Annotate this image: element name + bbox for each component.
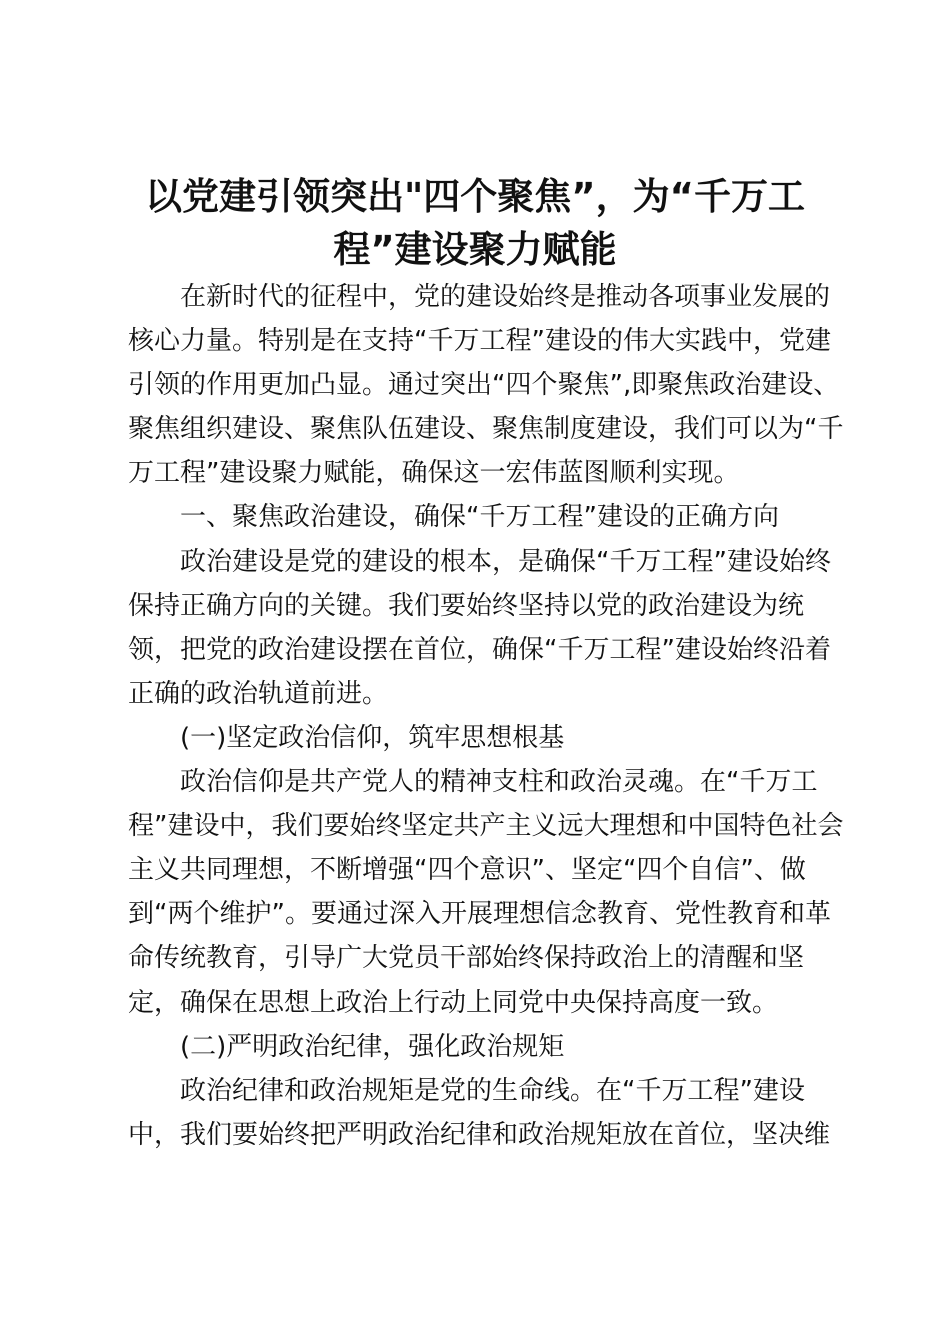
paragraph-line: 政治纪律和政治规矩是党的生命线。在“千万工程”建设 [180, 1075, 805, 1106]
subsection-heading: (一)坚定政治信仰，筑牢思想根基 [180, 722, 565, 753]
paragraph-line: 万工程”建设聚力赋能，确保这一宏伟蓝图顺利实现。 [128, 458, 740, 489]
document-body [128, 275, 844, 1157]
section-heading: 一、聚焦政治建设，确保“千万工程”建设的正确方向 [180, 502, 779, 533]
paragraph-line: 政治建设是党的建设的根本，是确保“千万工程”建设始终 [180, 546, 831, 577]
title-line-1: 以党建引领突出"四个聚焦”，为“千万工 [145, 175, 805, 218]
paragraph-line: 主义共同理想，不断增强“四个意识”、坚定“四个自信”、做 [128, 855, 806, 886]
paragraph-line: 引领的作用更加凸显。通过突出“四个聚焦”,即聚焦政治建设、 [128, 370, 840, 401]
title-line-2: 程”建设聚力赋能 [333, 228, 617, 271]
subsection-heading: (二)严明政治纪律，强化政治规矩 [180, 1031, 565, 1062]
paragraph-line: 政治信仰是共产党人的精神支柱和政治灵魂。在“千万工 [180, 767, 818, 798]
paragraph-line: 聚焦组织建设、聚焦队伍建设、聚焦制度建设，我们可以为“千 [128, 414, 844, 445]
paragraph-line: 到“两个维护”。要通过深入开展理想信念教育、党性教育和革 [128, 899, 831, 930]
paragraph-line: 定，确保在思想上政治上行动上同党中央保持高度一致。 [128, 987, 779, 1018]
paragraph-line: 命传统教育，引导广大党员干部始终保持政治上的清醒和坚 [128, 943, 805, 974]
paragraph-line: 领，把党的政治建设摆在首位，确保“千万工程”建设始终沿着 [128, 634, 831, 665]
paragraph-line: 保持正确方向的关键。我们要始终坚持以党的政治建设为统 [128, 590, 805, 621]
paragraph-line: 中，我们要始终把严明政治纪律和政治规矩放在首位，坚决维 [128, 1119, 831, 1150]
paragraph-line: 程”建设中，我们要始终坚定共产主义远大理想和中国特色社会 [128, 811, 844, 842]
paragraph-line: 正确的政治轨道前进。 [128, 678, 389, 709]
document-title [100, 170, 850, 276]
paragraph-line: 核心力量。特别是在支持“千万工程”建设的伟大实践中，党建 [128, 326, 831, 357]
paragraph-line: 在新时代的征程中，党的建设始终是推动各项事业发展的 [180, 282, 831, 312]
